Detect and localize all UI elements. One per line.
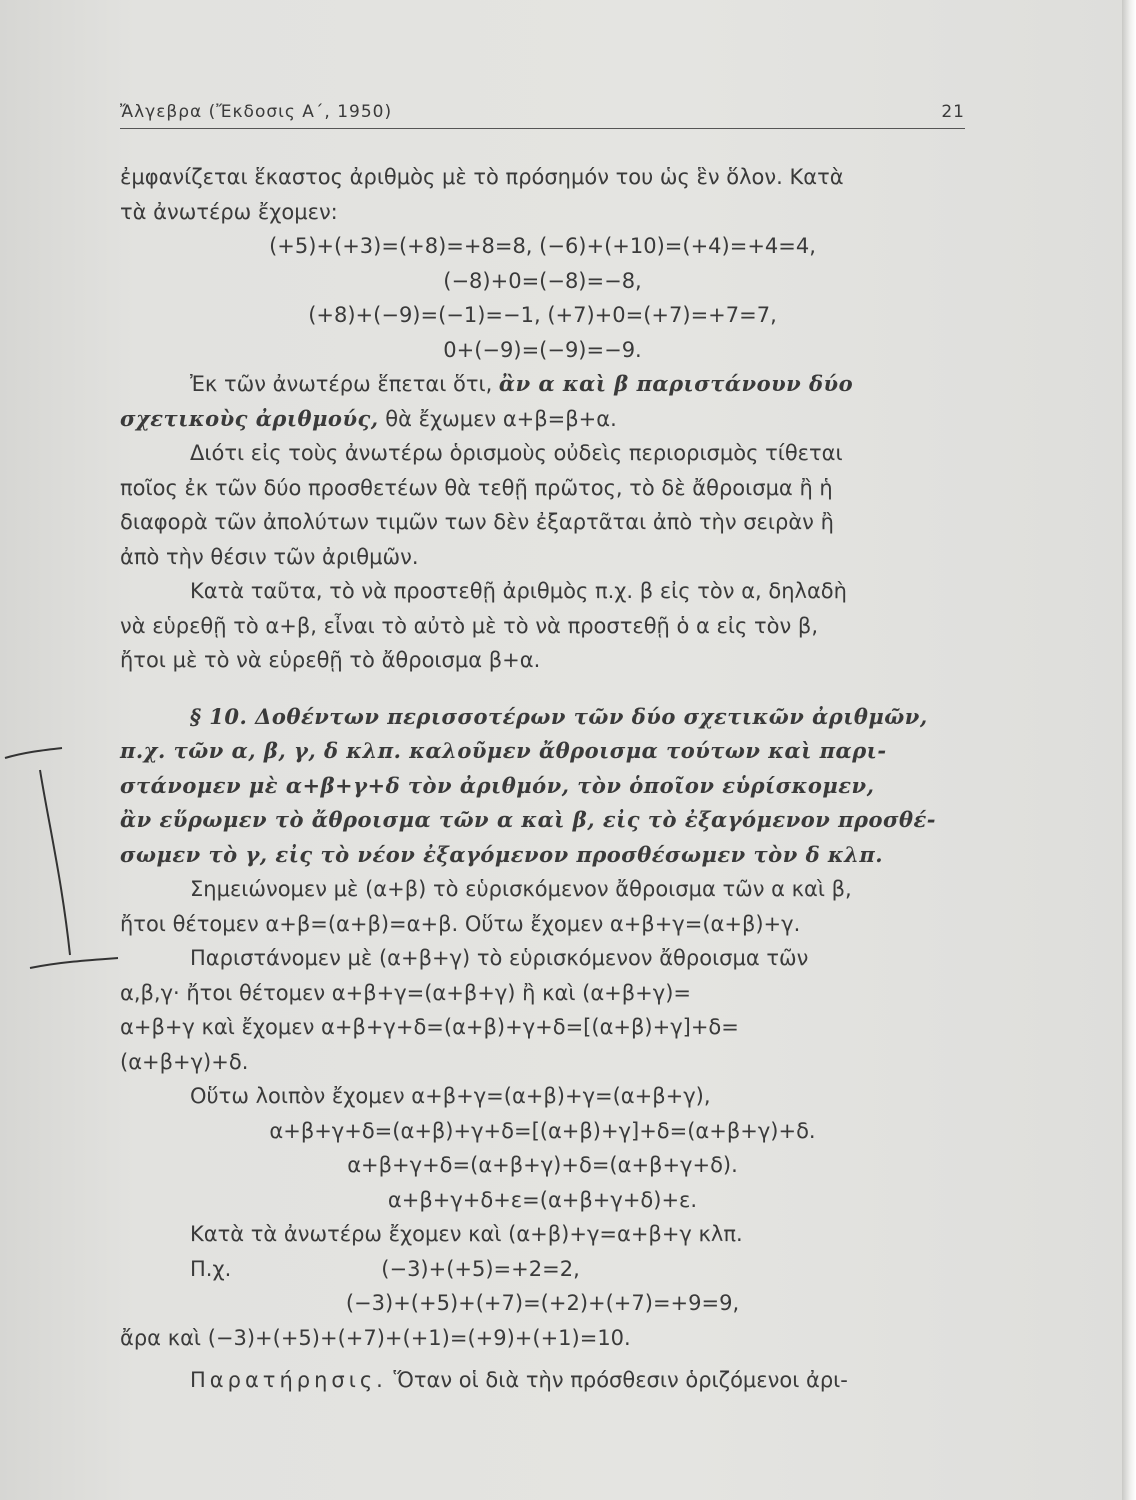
text-line: Διότι εἰς τοὺς ἀνωτέρω ὁρισμοὺς οὐδεὶς περιορισμὸς τίθεται (190, 441, 843, 465)
text-line: Σημειώνομεν μὲ (α+β) τὸ εὑρισκόμενον ἄθροισμα τῶν α καὶ β, (190, 877, 852, 901)
text-line (120, 402, 965, 437)
running-header (120, 100, 965, 129)
page-body (120, 160, 965, 1398)
equation-line: (+5)+(+3)=(+8)=+8=8, (−6)+(+10)=(+4)=+4=4, (269, 234, 816, 258)
equation-line: α+β+γ+δ+ε=(α+β+γ+δ)+ε. (387, 1187, 698, 1212)
italic-run: ἂν α καὶ β παριστάνουν δύο (498, 371, 854, 396)
section-heading-line: § 10. Δοθέντων περισσοτέρων τῶν δύο σχετικῶν ἀριθμῶν, (190, 703, 928, 729)
equation-line: α+β+γ+δ=(α+β)+γ+δ=[(α+β)+γ]+δ=(α+β+γ)+δ. (269, 1118, 816, 1143)
handwritten-margin-mark (0, 740, 120, 980)
text-line: α+β+γ καὶ ἔχομεν α+β+γ+δ=(α+β)+γ+δ=[(α+β)+γ]+δ= (120, 1015, 739, 1039)
equation-run: (−3)+(+5)=+2=2, (381, 1256, 580, 1281)
text-run: Ἐκ τῶν ἀνωτέρω ἕπεται ὅτι, (190, 372, 499, 396)
text-run: θὰ ἔχωμεν α+β=β+α. (378, 406, 617, 431)
equation-line: (−8)+0=(−8)=−8, (443, 268, 642, 293)
remark-label: Παρατήρησις. (190, 1368, 387, 1392)
section-gap (120, 1355, 965, 1363)
equation-line: (+8)+(−9)=(−1)=−1, (+7)+0=(+7)=+7=7, (308, 303, 777, 327)
text-line: Οὕτω λοιπὸν ἔχομεν α+β+γ=(α+β)+γ=(α+β+γ), (190, 1084, 711, 1108)
text-line (120, 367, 965, 402)
header-title: Ἄλγεβρα (Ἔκδοσις Α΄, 1950) (120, 102, 393, 122)
text-line: Κατὰ ταῦτα, τὸ νὰ προστεθῇ ἀριθμὸς π.χ. β εἰς τὸν α, δηλαδὴ (190, 579, 847, 603)
text-line: ἄρα καὶ (−3)+(+5)+(+7)+(+1)=(+9)+(+1)=10. (120, 1325, 631, 1350)
text-line: ποῖος ἐκ τῶν δύο προσθετέων θὰ τεθῇ πρῶτος, τὸ δὲ ἄθροισμα ἢ ἡ (120, 475, 833, 500)
text-line (120, 1363, 965, 1398)
text-line: Παριστάνομεν μὲ (α+β+γ) τὸ εὑρισκόμενον ἄθροισμα τῶν (190, 946, 809, 970)
text-line (120, 1252, 965, 1287)
text-line: (α+β+γ)+δ. (120, 1049, 249, 1074)
text-run: Ὅταν οἱ διὰ τὴν πρόσθεσιν ὁριζόμενοι ἀρι- (386, 1368, 848, 1392)
text-line: ἤτοι μὲ τὸ νὰ εὑρεθῇ τὸ ἄθροισμα β+α. (120, 648, 541, 672)
page-number: 21 (941, 102, 965, 122)
text-line: ἤτοι θέτομεν α+β=(α+β)=α+β. Οὕτω ἔχομεν α+β+γ=(α+β)+γ. (120, 911, 801, 936)
italic-run: σχετικοὺς ἀριθμούς, (120, 405, 379, 431)
section-gap (120, 678, 965, 700)
equation-line: 0+(−9)=(−9)=−9. (443, 337, 642, 362)
text-line: διαφορὰ τῶν ἀπολύτων τιμῶν των δὲν ἐξαρτᾶται ἀπὸ τὴν σειρὰν ἢ (120, 510, 834, 534)
equation-line: (−3)+(+5)+(+7)=(+2)+(+7)=+9=9, (345, 1291, 740, 1315)
section-line: ἂν εὕρωμεν τὸ ἄθροισμα τῶν α καὶ β, εἰς τὸ ἐξαγόμενον προσθέ- (120, 807, 936, 832)
section-line: π.χ. τῶν α, β, γ, δ κλπ. καλοῦμεν ἄθροισμα τούτων καὶ παρι- (120, 738, 887, 763)
text-line: νὰ εὑρεθῇ τὸ α+β, εἶναι τὸ αὐτὸ μὲ τὸ νὰ προστεθῇ ὁ α εἰς τὸν β, (120, 613, 818, 638)
text-line: α,β,γ· ἤτοι θέτομεν α+β+γ=(α+β+γ) ἢ καὶ (α+β+γ)= (120, 980, 691, 1005)
text-run: Π.χ. (190, 1256, 232, 1281)
text-line: ἀπὸ τὴν θέσιν τῶν ἀριθμῶν. (120, 544, 419, 569)
text-line: Κατὰ τὰ ἀνωτέρω ἔχομεν καὶ (α+β)+γ=α+β+γ κλπ. (190, 1222, 743, 1246)
text-line: ἐμφανίζεται ἕκαστος ἀριθμὸς μὲ τὸ πρόσημόν του ὡς ἓν ὅλον. Κατὰ (120, 165, 844, 189)
page-edge (1122, 0, 1136, 1500)
section-line: σωμεν τὸ γ, εἰς τὸ νέον ἐξαγόμενον προσθέσωμεν τὸν δ κλπ. (120, 841, 884, 867)
section-line: στάνομεν μὲ α+β+γ+δ τὸν ἀριθμόν, τὸν ὁποῖον εὑρίσκομεν, (120, 772, 875, 798)
equation-line: α+β+γ+δ=(α+β+γ)+δ=(α+β+γ+δ). (347, 1153, 738, 1177)
text-line: τὰ ἀνωτέρω ἔχομεν: (120, 199, 338, 224)
